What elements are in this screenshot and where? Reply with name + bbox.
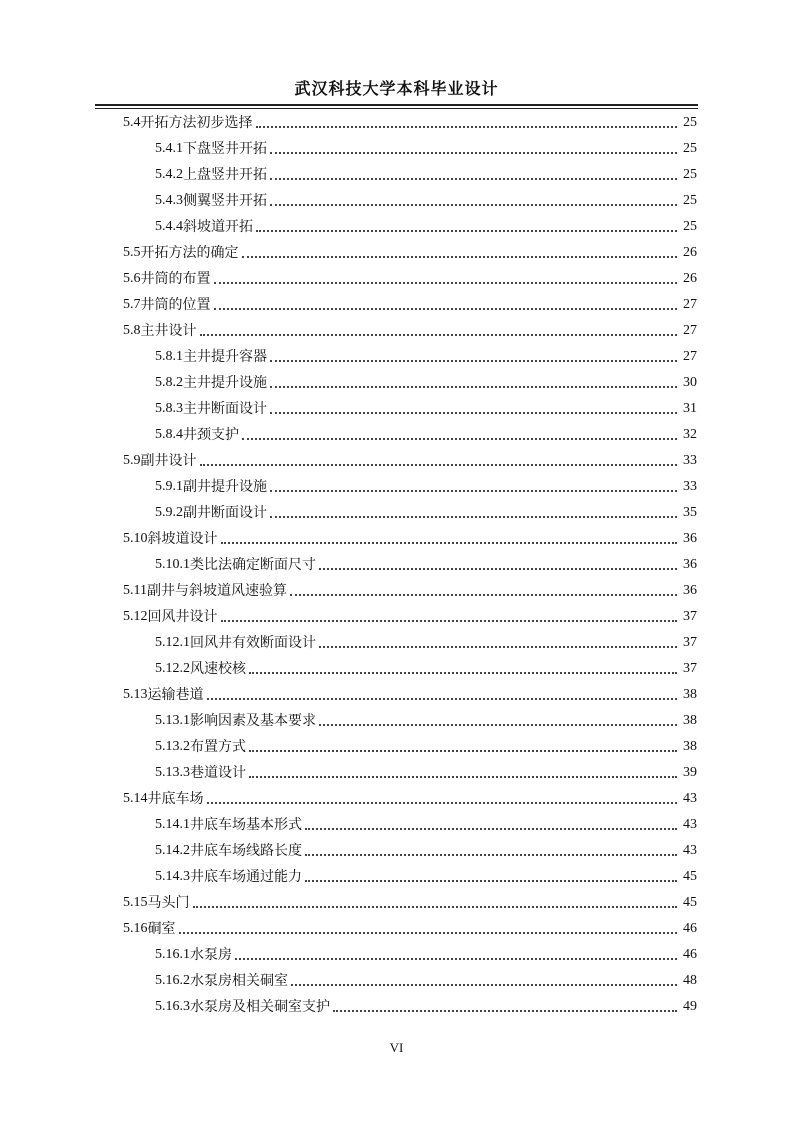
toc-entry-number: 5.8 xyxy=(123,323,141,338)
toc-leader-dots xyxy=(242,438,677,440)
toc-entry-title: 巷道设计 xyxy=(190,765,246,781)
toc-leader-dots xyxy=(270,204,677,206)
toc-entry-number: 5.7 xyxy=(123,297,141,312)
page-number: VI xyxy=(389,1040,404,1055)
toc-entry-page-number: 31 xyxy=(683,401,697,416)
toc-section-entry[interactable] xyxy=(123,522,697,548)
toc-section-entry[interactable] xyxy=(123,262,697,288)
toc-entry-number: 5.14.1 xyxy=(155,817,190,832)
toc-leader-dots xyxy=(193,906,678,908)
toc-entry-title: 开拓方法初步选择 xyxy=(140,115,253,131)
toc-entry-page-number: 49 xyxy=(683,999,697,1014)
toc-entry-page-number: 46 xyxy=(683,947,697,962)
toc-entry-title: 井筒的位置 xyxy=(140,297,211,313)
toc-entry-number: 5.5 xyxy=(123,245,141,260)
toc-entry-number: 5.11 xyxy=(123,583,147,598)
toc-entry-title: 井底车场基本形式 xyxy=(190,817,302,833)
toc-leader-dots xyxy=(291,984,677,986)
toc-leader-dots xyxy=(249,672,677,674)
toc-entry-page-number: 36 xyxy=(683,557,697,572)
toc-entry-number: 5.16.1 xyxy=(155,947,190,962)
toc-entry-page-number: 30 xyxy=(683,375,697,390)
toc-entry-number: 5.10 xyxy=(123,531,148,546)
toc-leader-dots xyxy=(319,724,677,726)
toc-entry-page-number: 45 xyxy=(683,869,697,884)
toc-entry-title: 风速校核 xyxy=(190,661,246,677)
toc-entry-title: 硐室 xyxy=(147,921,176,937)
toc-subsection-entry[interactable] xyxy=(155,496,697,522)
toc-section-entry[interactable] xyxy=(123,574,697,600)
toc-leader-dots xyxy=(270,412,677,414)
toc-entry-number: 5.8.2 xyxy=(155,375,183,390)
toc-entry-title: 水泵房相关硐室 xyxy=(190,973,288,989)
toc-entry-title: 井底车场线路长度 xyxy=(190,843,302,859)
toc-entry-number: 5.14.2 xyxy=(155,843,190,858)
toc-entry-title: 类比法确定断面尺寸 xyxy=(190,557,316,573)
toc-section-entry[interactable] xyxy=(123,678,697,704)
toc-entry-number: 5.6 xyxy=(123,271,141,286)
toc-entry-title: 主井提升容器 xyxy=(183,349,267,365)
toc-leader-dots xyxy=(270,516,677,518)
toc-entry-title: 井颈支护 xyxy=(183,427,239,443)
toc-entry-page-number: 32 xyxy=(683,427,697,442)
toc-entry-page-number: 43 xyxy=(683,817,697,832)
toc-entry-number: 5.14 xyxy=(123,791,148,806)
toc-leader-dots xyxy=(200,334,678,336)
toc-entry-title: 副井提升设施 xyxy=(183,479,267,495)
toc-section-entry[interactable] xyxy=(123,886,697,912)
toc-leader-dots xyxy=(270,178,677,180)
toc-subsection-entry[interactable] xyxy=(155,158,697,184)
toc-entry-title: 斜坡道设计 xyxy=(147,531,218,547)
toc-subsection-entry[interactable] xyxy=(155,548,697,574)
toc-section-entry[interactable] xyxy=(123,912,697,938)
toc-entry-number: 5.8.4 xyxy=(155,427,183,442)
toc-leader-dots xyxy=(235,958,677,960)
toc-subsection-entry[interactable] xyxy=(155,990,697,1016)
toc-entry-number: 5.13 xyxy=(123,687,148,702)
toc-subsection-entry[interactable] xyxy=(155,652,697,678)
toc-entry-title: 井底车场 xyxy=(147,791,204,807)
toc-leader-dots xyxy=(305,828,677,830)
toc-entry-title: 井筒的布置 xyxy=(140,271,211,287)
toc-entry-number: 5.4 xyxy=(123,115,141,130)
toc-entry-number: 5.16.2 xyxy=(155,973,190,988)
toc-leader-dots xyxy=(256,126,678,128)
toc-subsection-entry[interactable] xyxy=(155,366,697,392)
toc-entry-title: 下盘竖井开拓 xyxy=(183,141,267,157)
toc-entry-number: 5.4.3 xyxy=(155,193,183,208)
toc-entry-title: 主井设计 xyxy=(140,323,197,339)
toc-entry-title: 主井断面设计 xyxy=(183,401,267,417)
toc-leader-dots xyxy=(179,932,678,934)
toc-entry-page-number: 27 xyxy=(683,297,697,312)
toc-entry-page-number: 38 xyxy=(683,739,697,754)
toc-entry-title: 布置方式 xyxy=(190,739,246,755)
toc-entry-page-number: 36 xyxy=(683,531,697,546)
toc-leader-dots xyxy=(319,568,677,570)
toc-entry-title: 上盘竖井开拓 xyxy=(183,167,267,183)
toc-entry-page-number: 26 xyxy=(683,245,697,260)
toc-subsection-entry[interactable] xyxy=(155,340,697,366)
toc-entry-page-number: 43 xyxy=(683,791,697,806)
toc-entry-number: 5.8.1 xyxy=(155,349,183,364)
page-header-title: 武汉科技大学本科毕业设计 xyxy=(294,79,499,98)
toc-leader-dots xyxy=(249,750,677,752)
toc-subsection-entry[interactable] xyxy=(155,730,697,756)
toc-leader-dots xyxy=(270,360,677,362)
toc-entry-page-number: 37 xyxy=(683,661,697,676)
toc-entry-title: 水泵房及相关硐室支护 xyxy=(190,999,330,1015)
toc-entry-page-number: 25 xyxy=(683,219,697,234)
toc-entry-page-number: 27 xyxy=(683,349,697,364)
toc-entry-title: 水泵房 xyxy=(190,947,232,963)
toc-entry-page-number: 37 xyxy=(683,609,697,624)
toc-subsection-entry[interactable] xyxy=(155,210,697,236)
toc-leader-dots xyxy=(221,542,678,544)
toc-section-entry[interactable] xyxy=(123,314,697,340)
toc-entry-page-number: 46 xyxy=(683,921,697,936)
toc-entry-page-number: 48 xyxy=(683,973,697,988)
toc-entry-page-number: 25 xyxy=(683,167,697,182)
toc-entry-number: 5.4.2 xyxy=(155,167,183,182)
toc-entry-title: 副井设计 xyxy=(140,453,197,469)
toc-leader-dots xyxy=(305,854,677,856)
toc-entry-number: 5.4.4 xyxy=(155,219,183,234)
toc-entry-page-number: 25 xyxy=(683,115,697,130)
toc-leader-dots xyxy=(207,802,678,804)
toc-entry-number: 5.13.2 xyxy=(155,739,190,754)
toc-entry-page-number: 39 xyxy=(683,765,697,780)
toc-leader-dots xyxy=(214,282,678,284)
toc-subsection-entry[interactable] xyxy=(155,860,697,886)
toc-section-entry[interactable] xyxy=(123,782,697,808)
toc-entry-number: 5.16 xyxy=(123,921,148,936)
toc-entry-page-number: 33 xyxy=(683,479,697,494)
toc-entry-title: 影响因素及基本要求 xyxy=(190,713,316,729)
toc-entry-title: 主井提升设施 xyxy=(183,375,267,391)
toc-subsection-entry[interactable] xyxy=(155,626,697,652)
toc-entry-page-number: 25 xyxy=(683,141,697,156)
toc-entry-title: 马头门 xyxy=(147,895,190,911)
toc-entry-page-number: 36 xyxy=(683,583,697,598)
toc-subsection-entry[interactable] xyxy=(155,184,697,210)
toc-section-entry[interactable] xyxy=(123,236,697,262)
toc-entry-page-number: 35 xyxy=(683,505,697,520)
toc-leader-dots xyxy=(221,620,678,622)
toc-leader-dots xyxy=(270,152,677,154)
toc-entry-title: 侧翼竖井开拓 xyxy=(183,193,267,209)
toc-entry-number: 5.13.3 xyxy=(155,765,190,780)
toc-entry-number: 5.8.3 xyxy=(155,401,183,416)
toc-entry-number: 5.9 xyxy=(123,453,141,468)
toc-section-entry[interactable] xyxy=(123,600,697,626)
toc-entry-number: 5.10.1 xyxy=(155,557,190,572)
toc-entry-title: 副井断面设计 xyxy=(183,505,267,521)
toc-entry-page-number: 38 xyxy=(683,687,697,702)
toc-subsection-entry[interactable] xyxy=(155,834,697,860)
toc-entry-page-number: 25 xyxy=(683,193,697,208)
toc-entry-page-number: 43 xyxy=(683,843,697,858)
toc-entry-number: 5.12 xyxy=(123,609,148,624)
toc-entry-title: 井底车场通过能力 xyxy=(190,869,302,885)
toc-leader-dots xyxy=(214,308,678,310)
toc-entry-number: 5.16.3 xyxy=(155,999,190,1014)
toc-entry-number: 5.9.1 xyxy=(155,479,183,494)
toc-subsection-entry[interactable] xyxy=(155,704,697,730)
toc-entry-title: 回风井设计 xyxy=(147,609,218,625)
toc-leader-dots xyxy=(333,1010,677,1012)
toc-entry-title: 回风井有效断面设计 xyxy=(190,635,316,651)
toc-subsection-entry[interactable] xyxy=(155,392,697,418)
toc-subsection-entry[interactable] xyxy=(155,808,697,834)
toc-leader-dots xyxy=(207,698,678,700)
toc-leader-dots xyxy=(200,464,678,466)
toc-leader-dots xyxy=(249,776,677,778)
toc-entry-page-number: 33 xyxy=(683,453,697,468)
toc-entry-title: 开拓方法的确定 xyxy=(140,245,239,261)
toc-subsection-entry[interactable] xyxy=(155,470,697,496)
toc-leader-dots xyxy=(270,386,677,388)
toc-entry-page-number: 38 xyxy=(683,713,697,728)
toc-entry-number: 5.14.3 xyxy=(155,869,190,884)
toc-entry-number: 5.13.1 xyxy=(155,713,190,728)
toc-section-entry[interactable] xyxy=(123,106,697,132)
toc-leader-dots xyxy=(270,490,677,492)
toc-leader-dots xyxy=(319,646,677,648)
toc-leader-dots xyxy=(256,230,677,232)
toc-subsection-entry[interactable] xyxy=(155,756,697,782)
toc-section-entry[interactable] xyxy=(123,288,697,314)
toc-entry-number: 5.15 xyxy=(123,895,148,910)
toc-entry-number: 5.9.2 xyxy=(155,505,183,520)
toc-subsection-entry[interactable] xyxy=(155,418,697,444)
toc-entry-number: 5.12.2 xyxy=(155,661,190,676)
toc-leader-dots xyxy=(242,256,678,258)
toc-entry-page-number: 45 xyxy=(683,895,697,910)
toc-subsection-entry[interactable] xyxy=(155,938,697,964)
toc-entry-page-number: 27 xyxy=(683,323,697,338)
toc-leader-dots xyxy=(290,594,677,596)
toc-section-entry[interactable] xyxy=(123,444,697,470)
toc-subsection-entry[interactable] xyxy=(155,132,697,158)
toc-entry-title: 副井与斜坡道风速验算 xyxy=(146,583,287,599)
toc-entry-page-number: 37 xyxy=(683,635,697,650)
toc-entry-number: 5.12.1 xyxy=(155,635,190,650)
toc-subsection-entry[interactable] xyxy=(155,964,697,990)
toc-entry-title: 斜坡道开拓 xyxy=(183,219,253,235)
toc-entry-page-number: 26 xyxy=(683,271,697,286)
toc-leader-dots xyxy=(305,880,677,882)
toc-entry-number: 5.4.1 xyxy=(155,141,183,156)
toc-entry-title: 运输巷道 xyxy=(147,687,204,703)
